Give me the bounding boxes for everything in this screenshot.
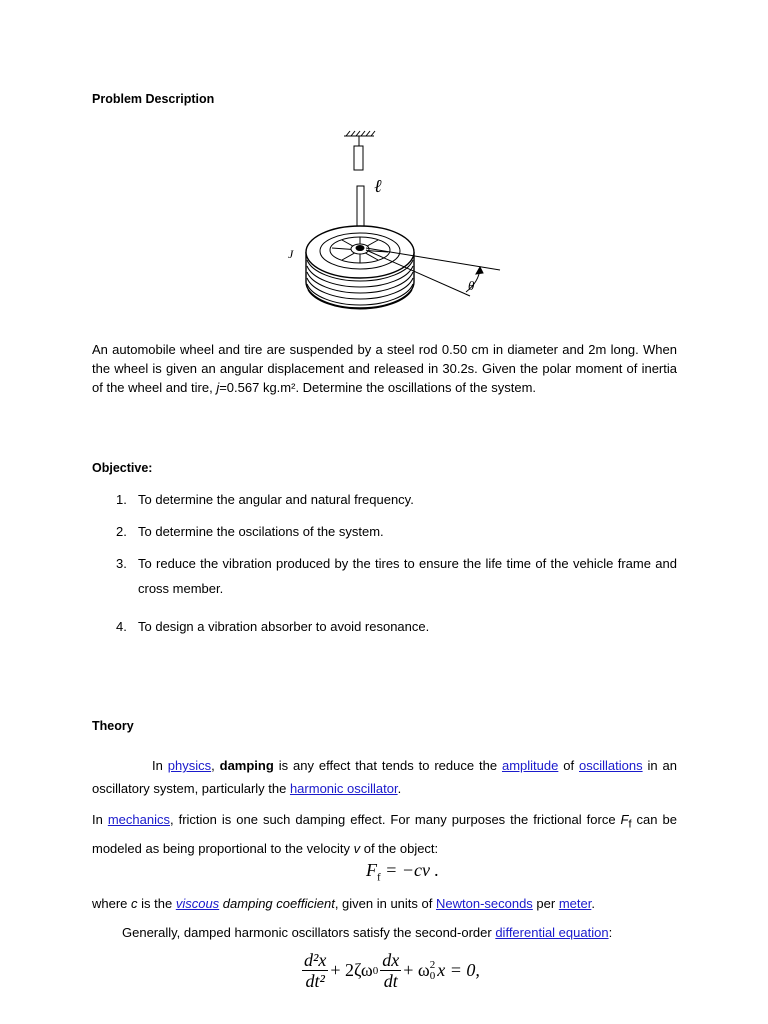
- eq-term: + 2ζω: [330, 960, 373, 980]
- eq-superscript: 2: [429, 958, 436, 971]
- oscillations-link[interactable]: oscillations: [579, 758, 643, 773]
- text-run: , friction is one such damping effect. For many purposes the frictional force: [169, 812, 621, 827]
- coefficient-symbol: c: [131, 896, 138, 911]
- omega-scripts: [430, 960, 436, 982]
- objective-item-text: To determine the angular and natural frequency.: [138, 492, 414, 507]
- viscous-link[interactable]: [176, 896, 219, 911]
- rod-length-label: ℓ: [374, 176, 382, 196]
- text-run: in an oscillatory system, particularly the: [92, 758, 677, 796]
- problem-text-a: An automobile wheel and tire are suspended by a steel rod 0.50 cm in diameter and 2m long. When the wheel is given an angular displacement and released in 30.2s. Given the polar moment of inertia of the wheel and tire,: [92, 342, 677, 395]
- physics-link[interactable]: physics: [167, 758, 212, 773]
- text-run: Generally, damped harmonic oscillators satisfy the second-order: [122, 925, 496, 940]
- text-run: In: [92, 812, 108, 827]
- damping-term: damping: [219, 758, 274, 773]
- objective-heading: Objective:: [92, 461, 153, 475]
- theory-paragraph-1: [92, 754, 677, 800]
- denominator: dt: [383, 971, 398, 991]
- eq-term: + ω: [403, 960, 430, 980]
- objective-item-3: [116, 551, 677, 601]
- eq-term: F: [366, 860, 377, 880]
- numerator: d²x: [304, 950, 327, 970]
- problem-paragraph: [92, 340, 677, 397]
- text-run: per: [532, 896, 559, 911]
- objective-item-number: 3.: [116, 556, 127, 571]
- theory-heading: Theory: [92, 719, 134, 733]
- text-run: is the: [137, 896, 176, 911]
- denominator: dt²: [305, 971, 325, 991]
- objective-item-4: [116, 614, 677, 639]
- inertia-label: J: [288, 247, 294, 261]
- eq-subscript: f: [377, 871, 381, 884]
- differential-equation-link[interactable]: differential equation: [495, 925, 609, 940]
- problem-text-j: j: [216, 380, 220, 395]
- theory-paragraph-2: [92, 808, 677, 860]
- objective-item-number: 2.: [116, 524, 127, 539]
- friction-equation: [366, 860, 439, 884]
- objective-item-text: To determine the oscilations of the system.: [138, 524, 384, 539]
- text-run: , given in units of: [334, 896, 436, 911]
- eq-term: x = 0,: [437, 960, 480, 980]
- mechanics-link[interactable]: mechanics: [107, 812, 170, 827]
- eq-term: = −cv .: [380, 860, 439, 880]
- first-derivative-fraction: [380, 950, 401, 991]
- text-run: of the object:: [360, 840, 439, 856]
- text-run: :: [608, 925, 613, 940]
- text-run: can be modeled as being proportional to the velocity: [92, 812, 677, 856]
- numerator: dx: [382, 950, 400, 970]
- text-run: In: [152, 758, 168, 773]
- force-subscript: f: [628, 818, 632, 831]
- eq-subscript: 0: [429, 969, 436, 982]
- wheel-figure: [280, 124, 510, 320]
- text-run: .: [397, 781, 402, 796]
- objective-item-text: To design a vibration absorber to avoid resonance.: [138, 619, 430, 634]
- problem-heading: Problem Description: [92, 92, 215, 106]
- force-symbol: F: [620, 812, 629, 827]
- angle-label: θ: [468, 278, 475, 293]
- meter-link[interactable]: meter: [558, 896, 592, 911]
- theory-paragraph-3: [92, 894, 677, 913]
- link-text: viscous: [175, 896, 220, 911]
- velocity-symbol: v: [353, 840, 361, 856]
- newton-seconds-link[interactable]: Newton-seconds: [435, 896, 533, 911]
- problem-text-b: =0.567 kg.m². Determine the oscillations of the system.: [219, 380, 537, 395]
- eq-subscript: 0: [372, 964, 379, 977]
- objective-item-1: [116, 487, 677, 512]
- damped-oscillator-equation: [300, 950, 480, 991]
- text-run: of: [558, 758, 579, 773]
- objective-item-2: [116, 519, 677, 544]
- second-derivative-fraction: [302, 950, 328, 991]
- amplitude-link[interactable]: amplitude: [501, 758, 559, 773]
- text-run: ,: [211, 758, 220, 773]
- objective-item-text: To reduce the vibration produced by the tires to ensure the life time of the vehicle frame and cross member.: [138, 556, 677, 596]
- theory-paragraph-4: [122, 925, 612, 940]
- text-run: where: [92, 896, 132, 911]
- text-run: .: [591, 896, 595, 911]
- text-run: is any effect that tends to reduce the: [273, 758, 502, 773]
- objective-item-number: 1.: [116, 492, 127, 507]
- harmonic-oscillator-link[interactable]: harmonic oscillator: [289, 781, 398, 796]
- objective-item-number: 4.: [116, 619, 127, 634]
- text-run: damping coefficient: [219, 896, 335, 911]
